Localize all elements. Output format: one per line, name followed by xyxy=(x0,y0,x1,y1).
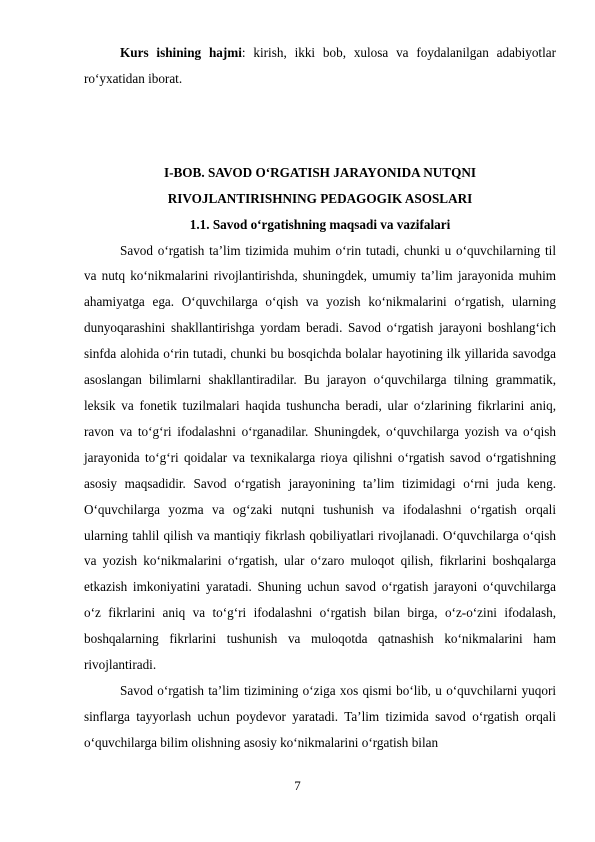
page-content xyxy=(84,40,556,756)
intro-bold-term: Kurs ishining hajmi xyxy=(120,45,242,60)
body-paragraph: Savod o‘rgatish ta’lim tizimining o‘ziga xos qismi bo‘lib, u o‘quvchilarni yuqori sinflarga tayyorlash uchun poydevor yaratadi. Ta’lim tizimida savod o‘rgatish orqali o‘quvchilarga bilim olishning asosiy ko‘nikmalarini o‘rgatish bilan xyxy=(84,682,556,750)
intro-text: : kirish, ikki bob, xulosa va foydalanilgan adabiyotlar ro‘yxatidan iborat. xyxy=(84,45,556,86)
section-title: 1.1. Savod o‘rgatishning maqsadi va vazifalari xyxy=(189,216,451,232)
chapter-title-line-1: I-BOB. SAVOD O‘RGATISH JARAYONIDA NUTQNI xyxy=(163,164,476,180)
intro-paragraph xyxy=(84,40,556,92)
chapter-title-line-2: RIVOJLANTIRISHNING PEDAGOGIK ASOSLARI xyxy=(167,190,473,206)
page-number: 7 xyxy=(294,778,301,793)
body-paragraph: Savod o‘rgatish ta’lim tizimida muhim o‘rin tutadi, chunki u o‘quvchilarning til va nutq ko‘nikmalarini rivojlantirishda, shuningdek, umumiy ta’lim jarayonida muhim ahamiyatga ega. O‘quvchilarga o‘qish va yozish ko‘nikmalarini o‘rgatish, ularning dunyoqarashini shakllantirishga yordam beradi. Savod o‘rgatish jarayoni boshlang‘ich sinfda alohida o‘rin tutadi, chunki bu bosqichda bolalar hayotining ilk yillarida savodga asoslangan bilimlarni shakllantiradilar. Bu jarayon o‘quvchilarga tilning grammatik, leksik va fonetik tuzilmalari haqida tushuncha beradi, ular o‘zlarining fikrlarini aniq, ravon va to‘g‘ri ifodalashni o‘rganadilar. Shuningdek, o‘quvchilarga yozish va o‘qish jarayonida to‘g‘ri qoidalar va texnikalarga rioya qilishni o‘rgatish savod o‘rgatishning asosiy maqsadidir. Savod o‘rgatish jarayonining ta’lim tizimidagi o‘rni juda keng. O‘quvchilarga yozma va og‘zaki nutqni tushunish va ifodalashni o‘rgatish orqali ularning tahlil qilish va mantiqiy fikrlash qobiliyatlari rivojlanadi. O‘quvchilarga o‘qish va yozish ko‘nikmalarini o‘rgatish, ular o‘zaro muloqot qilish, fikrlarini boshqalarga etkazish imkoniyatini yaratadi. Shuning uchun savod o‘rgatish jarayoni o‘quvchilarga o‘z fikrlarini aniq va to‘g‘ri ifodalashni o‘rgatish bilan birga, o‘z-o‘zini ifodalash, boshqalarning fikrlarini tushunish va muloqotda qatnashish ko‘nikmalarini ham rivojlantiradi. xyxy=(84,242,556,673)
